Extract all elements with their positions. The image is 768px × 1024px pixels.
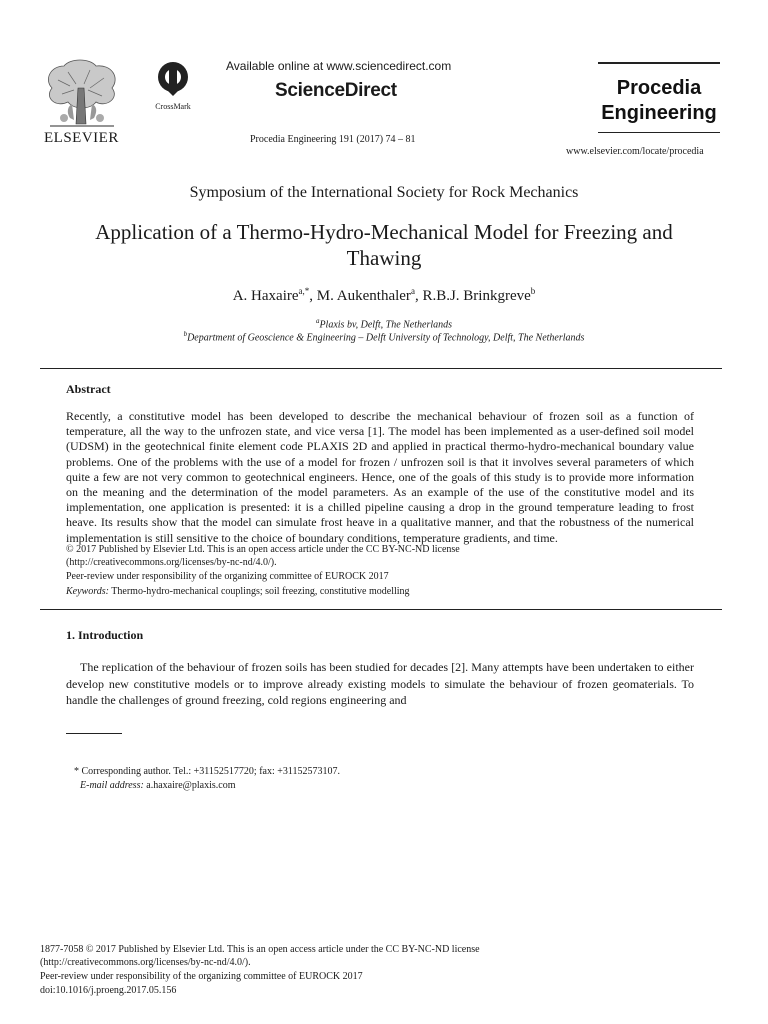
footnote-rule	[66, 733, 122, 734]
abstract-bottom-rule	[40, 609, 722, 610]
abstract-heading: Abstract	[66, 382, 111, 396]
author-affiliation-mark: a,*	[298, 286, 310, 296]
sciencedirect-wordmark: ScienceDirect	[275, 80, 397, 101]
keywords-line	[66, 586, 410, 597]
journal-url-link[interactable]: www.elsevier.com/locate/procedia	[566, 146, 704, 157]
email-address-link[interactable]: a.haxaire@plaxis.com	[146, 780, 236, 791]
license-link[interactable]: (http://creativecommons.org/licenses/by-nc-nd/4.0/).	[66, 557, 277, 568]
author-affiliation-mark: a	[410, 286, 415, 296]
affiliation-mark: b	[183, 330, 188, 338]
corresponding-author-note: * Corresponding author. Tel.: +31152517720; fax: +31152573107.	[74, 766, 341, 777]
available-online-text: Available online at www.sciencedirect.com	[226, 59, 452, 73]
abstract-top-rule	[40, 368, 722, 369]
crossmark-badge[interactable]	[148, 60, 198, 111]
affiliation-text: Plaxis bv, Delft, The Netherlands	[319, 319, 453, 331]
introduction-paragraph: The replication of the behaviour of frozen soils has been studied for decades [2]. Many attempts have been undertaken to either develop new constitutive models or to improve already existing models to simulate the behaviour of frozen geomaterials. To handle the challenges of ground freezing, cold regions engineering and	[66, 660, 694, 707]
keywords-label: Keywords:	[66, 586, 109, 597]
journal-name-line2: Engineering	[601, 102, 717, 124]
author-name: M. Aukenthaler	[316, 288, 411, 304]
keywords-text: Thermo-hydro-mechanical couplings; soil freezing, constitutive modelling	[111, 586, 410, 597]
symposium-name: Symposium of the International Society for Rock Mechanics	[189, 184, 579, 201]
affiliation-a	[0, 317, 768, 330]
email-label: E-mail address:	[80, 780, 144, 791]
footer-doi[interactable]: doi:10.1016/j.proeng.2017.05.156	[40, 985, 177, 996]
affiliation-text: Department of Geoscience & Engineering – Delft University of Technology, Delft, The Netherlands	[187, 332, 585, 344]
journal-citation: Procedia Engineering 191 (2017) 74 – 81	[250, 134, 416, 145]
affiliation-mark: a	[315, 317, 320, 325]
author-list	[0, 286, 768, 305]
abstract-body: Recently, a constitutive model has been developed to describe the mechanical behaviour of frozen soil as a function of temperature, all the way to the unfrozen state, and vice versa [1]. The model has been implemented as a user-defined soil model (UDSM) in the geotechnical finite element code PLAXIS 2D and applied in practical thermo-hydro-mechanical boundary value problems. One of the problems with the use of a model for frozen / unfrozen soil is that it involves several parameters of which quite a few are not very common to geotechnical engineers. Hence, one of the goals of this study is to provide more information on the meaning and the determination of the model parameters. As an example of the use of the constitutive model and its implementation, one application is presented: it is a chilled pipeline causing a drop in the ground temperature leading to frost heave. Its results show that the model can simulate frost heave in a qualitative manner, and that the robustness of the numerical implementation is still sensitive to the choice of boundary conditions, temperature gradients, and time.	[66, 409, 694, 545]
journal-name-line1: Procedia	[616, 77, 702, 99]
author-name: A. Haxaire	[232, 288, 299, 304]
journal-title-box	[598, 62, 720, 126]
author-separator: ,	[309, 288, 317, 304]
publisher-name: ELSEVIER	[44, 130, 119, 146]
author-name: R.B.J. Brinkgreve	[422, 288, 531, 304]
journal-box-rule	[598, 132, 720, 133]
author-affiliation-mark: b	[530, 286, 536, 296]
peer-review-note: Peer-review under responsibility of the organizing committee of EUROCK 2017	[66, 571, 389, 582]
paper-title: Application of a Thermo-Hydro-Mechanical Model for Freezing and Thawing	[95, 220, 673, 270]
email-line	[80, 780, 235, 791]
footer-issn-license: 1877-7058 © 2017 Published by Elsevier Ltd. This is an open access article under the CC BY-NC-ND license	[40, 944, 480, 955]
copyright-notice: © 2017 Published by Elsevier Ltd. This is an open access article under the CC BY-NC-ND license	[66, 544, 460, 555]
affiliation-b	[0, 330, 768, 343]
footer-license-link[interactable]: (http://creativecommons.org/licenses/by-nc-nd/4.0/).	[40, 957, 251, 968]
crossmark-label: CrossMark	[155, 102, 191, 111]
section-heading-introduction: 1. Introduction	[66, 628, 144, 642]
author-separator: ,	[414, 288, 423, 304]
footer-peer-review: Peer-review under responsibility of the organizing committee of EUROCK 2017	[40, 971, 363, 982]
crossmark-icon	[156, 60, 190, 96]
